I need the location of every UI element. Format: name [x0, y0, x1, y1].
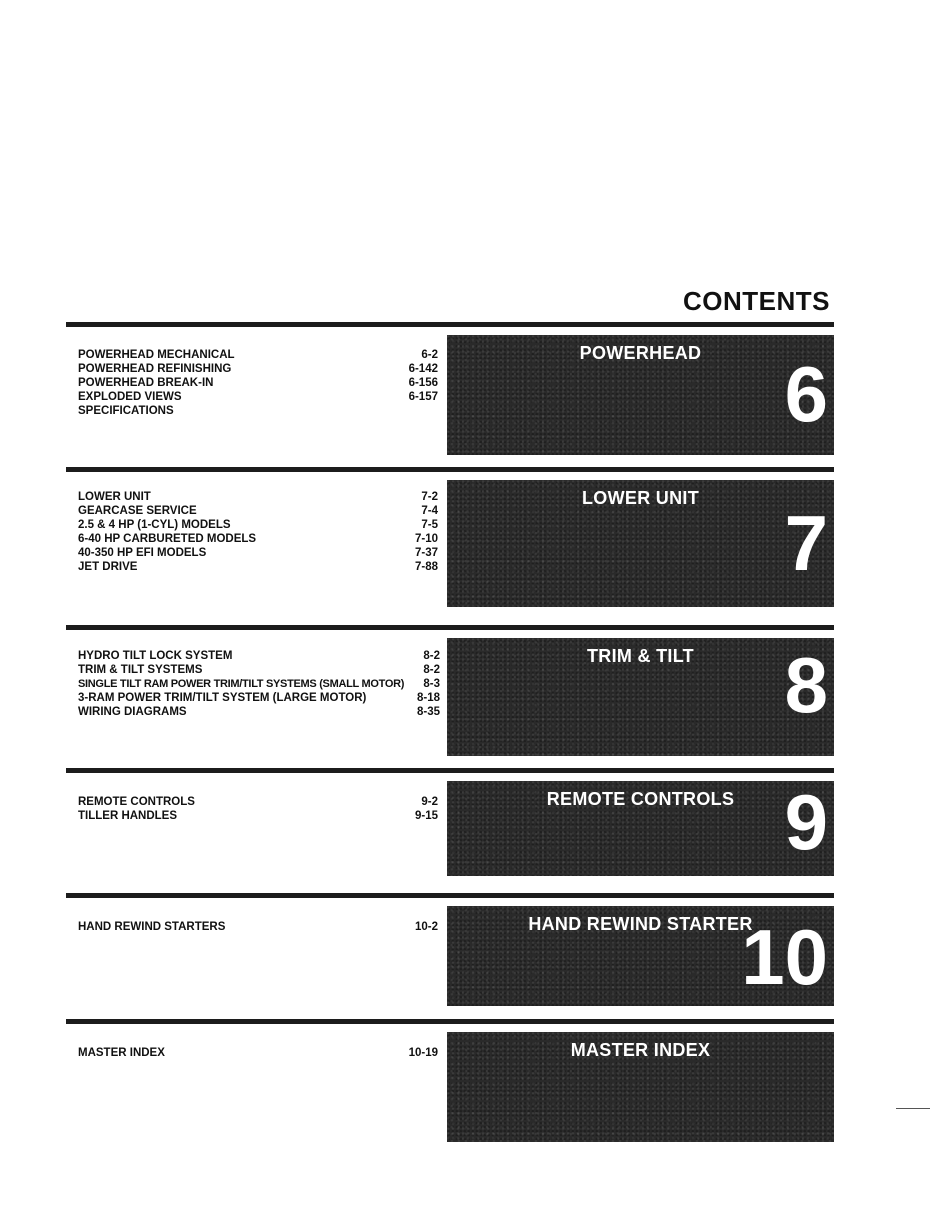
entry-page: 8-35	[416, 706, 440, 718]
section-number: 7	[784, 499, 828, 587]
scan-artifact-line	[896, 1108, 930, 1109]
entry-page: 8-3	[423, 678, 440, 690]
entry-label: WIRING DIAGRAMS	[78, 706, 187, 718]
section-trim-tilt	[66, 625, 834, 760]
section-tab-title: TRIM & TILT	[587, 646, 694, 666]
entry-label: GEARCASE SERVICE	[78, 505, 197, 517]
list-item[interactable]	[78, 649, 440, 663]
section-divider	[66, 768, 834, 773]
section-tab-trim-tilt[interactable]	[447, 638, 834, 756]
list-item[interactable]	[78, 705, 440, 719]
entry-page: 6-142	[408, 363, 438, 375]
entry-label: SPECIFICATIONS	[78, 405, 174, 417]
entry-page: 7-2	[421, 491, 438, 503]
section-remote-controls	[66, 768, 834, 883]
entry-page: 8-18	[416, 692, 440, 704]
entry-list	[78, 348, 438, 418]
entry-label: POWERHEAD BREAK-IN	[78, 377, 214, 389]
entry-list	[78, 1046, 438, 1060]
entry-label: LOWER UNIT	[78, 491, 151, 503]
entry-page: 7-10	[414, 533, 438, 545]
section-number: 8	[784, 641, 828, 729]
entry-label: MASTER INDEX	[78, 1047, 165, 1059]
list-item[interactable]	[78, 809, 438, 823]
entry-label: TRIM & TILT SYSTEMS	[78, 664, 203, 676]
entry-page: 7-88	[414, 561, 438, 573]
entry-page: 8-2	[423, 650, 440, 662]
section-divider	[66, 625, 834, 630]
section-tab-title: HAND REWIND STARTER	[528, 914, 753, 934]
entry-page: 10-2	[414, 921, 438, 933]
entry-label: POWERHEAD REFINISHING	[78, 363, 232, 375]
section-hand-rewind-starter	[66, 893, 834, 1011]
list-item[interactable]	[78, 691, 440, 705]
entry-label: 40-350 HP EFI MODELS	[78, 547, 207, 559]
section-divider	[66, 893, 834, 898]
section-master-index	[66, 1019, 834, 1144]
section-divider	[66, 322, 834, 327]
entry-page: 7-4	[421, 505, 438, 517]
entry-page: 6-2	[421, 349, 438, 361]
section-lower-unit	[66, 467, 834, 612]
page-title: CONTENTS	[683, 286, 830, 316]
entry-page: 9-2	[421, 796, 438, 808]
list-item[interactable]	[78, 795, 438, 809]
section-tab-master-index[interactable]	[447, 1032, 834, 1142]
list-item[interactable]	[78, 504, 438, 518]
entry-page: 6-156	[408, 377, 438, 389]
entry-label: POWERHEAD MECHANICAL	[78, 349, 235, 361]
section-tab-title: REMOTE CONTROLS	[546, 789, 735, 809]
list-item[interactable]	[78, 404, 438, 418]
entry-page: 10-19	[408, 1047, 438, 1059]
entry-label: HAND REWIND STARTERS	[78, 921, 226, 933]
entry-page: 7-37	[414, 547, 438, 559]
entry-label: REMOTE CONTROLS	[78, 796, 195, 808]
section-tab-powerhead[interactable]	[447, 335, 834, 455]
section-tab-hand-rewind-starter[interactable]	[447, 906, 834, 1006]
entry-label: EXPLODED VIEWS	[78, 391, 182, 403]
entry-page: 9-15	[414, 810, 438, 822]
section-number: 10	[741, 913, 828, 1001]
entry-label: 3-RAM POWER TRIM/TILT SYSTEM (LARGE MOTOR)	[78, 692, 367, 704]
list-item[interactable]	[78, 532, 438, 546]
section-number: 6	[784, 350, 828, 438]
entry-label: JET DRIVE	[78, 561, 138, 573]
section-tab-title: LOWER UNIT	[582, 488, 699, 508]
section-powerhead	[66, 322, 834, 460]
section-tab-title: MASTER INDEX	[570, 1040, 711, 1060]
list-item[interactable]	[78, 546, 438, 560]
entry-list	[78, 490, 438, 574]
entry-list	[78, 920, 438, 934]
list-item[interactable]	[78, 560, 438, 574]
entry-label: HYDRO TILT LOCK SYSTEM	[78, 650, 233, 662]
entry-list	[78, 795, 438, 823]
list-item[interactable]	[78, 390, 438, 404]
list-item[interactable]	[78, 348, 438, 362]
entry-page: 6-157	[408, 391, 438, 403]
list-item[interactable]	[78, 490, 438, 504]
list-item[interactable]	[78, 663, 440, 677]
entry-list	[78, 649, 440, 719]
list-item[interactable]	[78, 376, 438, 390]
list-item[interactable]	[78, 920, 438, 934]
section-divider	[66, 467, 834, 472]
section-tab-title: POWERHEAD	[579, 343, 702, 363]
entry-label: TILLER HANDLES	[78, 810, 178, 822]
list-item[interactable]	[78, 518, 438, 532]
section-divider	[66, 1019, 834, 1024]
entry-label: SINGLE TILT RAM POWER TRIM/TILT SYSTEMS (SMALL MOTOR)	[78, 678, 405, 690]
section-number: 9	[784, 778, 828, 866]
entry-page: 8-2	[423, 664, 440, 676]
section-tab-lower-unit[interactable]	[447, 480, 834, 607]
entry-label: 2.5 & 4 HP (1-CYL) MODELS	[78, 519, 231, 531]
list-item[interactable]	[78, 1046, 438, 1060]
entry-label: 6-40 HP CARBURETED MODELS	[78, 533, 257, 545]
section-tab-remote-controls[interactable]	[447, 778, 834, 876]
list-item[interactable]	[78, 677, 440, 691]
entry-page: 7-5	[421, 519, 438, 531]
list-item[interactable]	[78, 362, 438, 376]
